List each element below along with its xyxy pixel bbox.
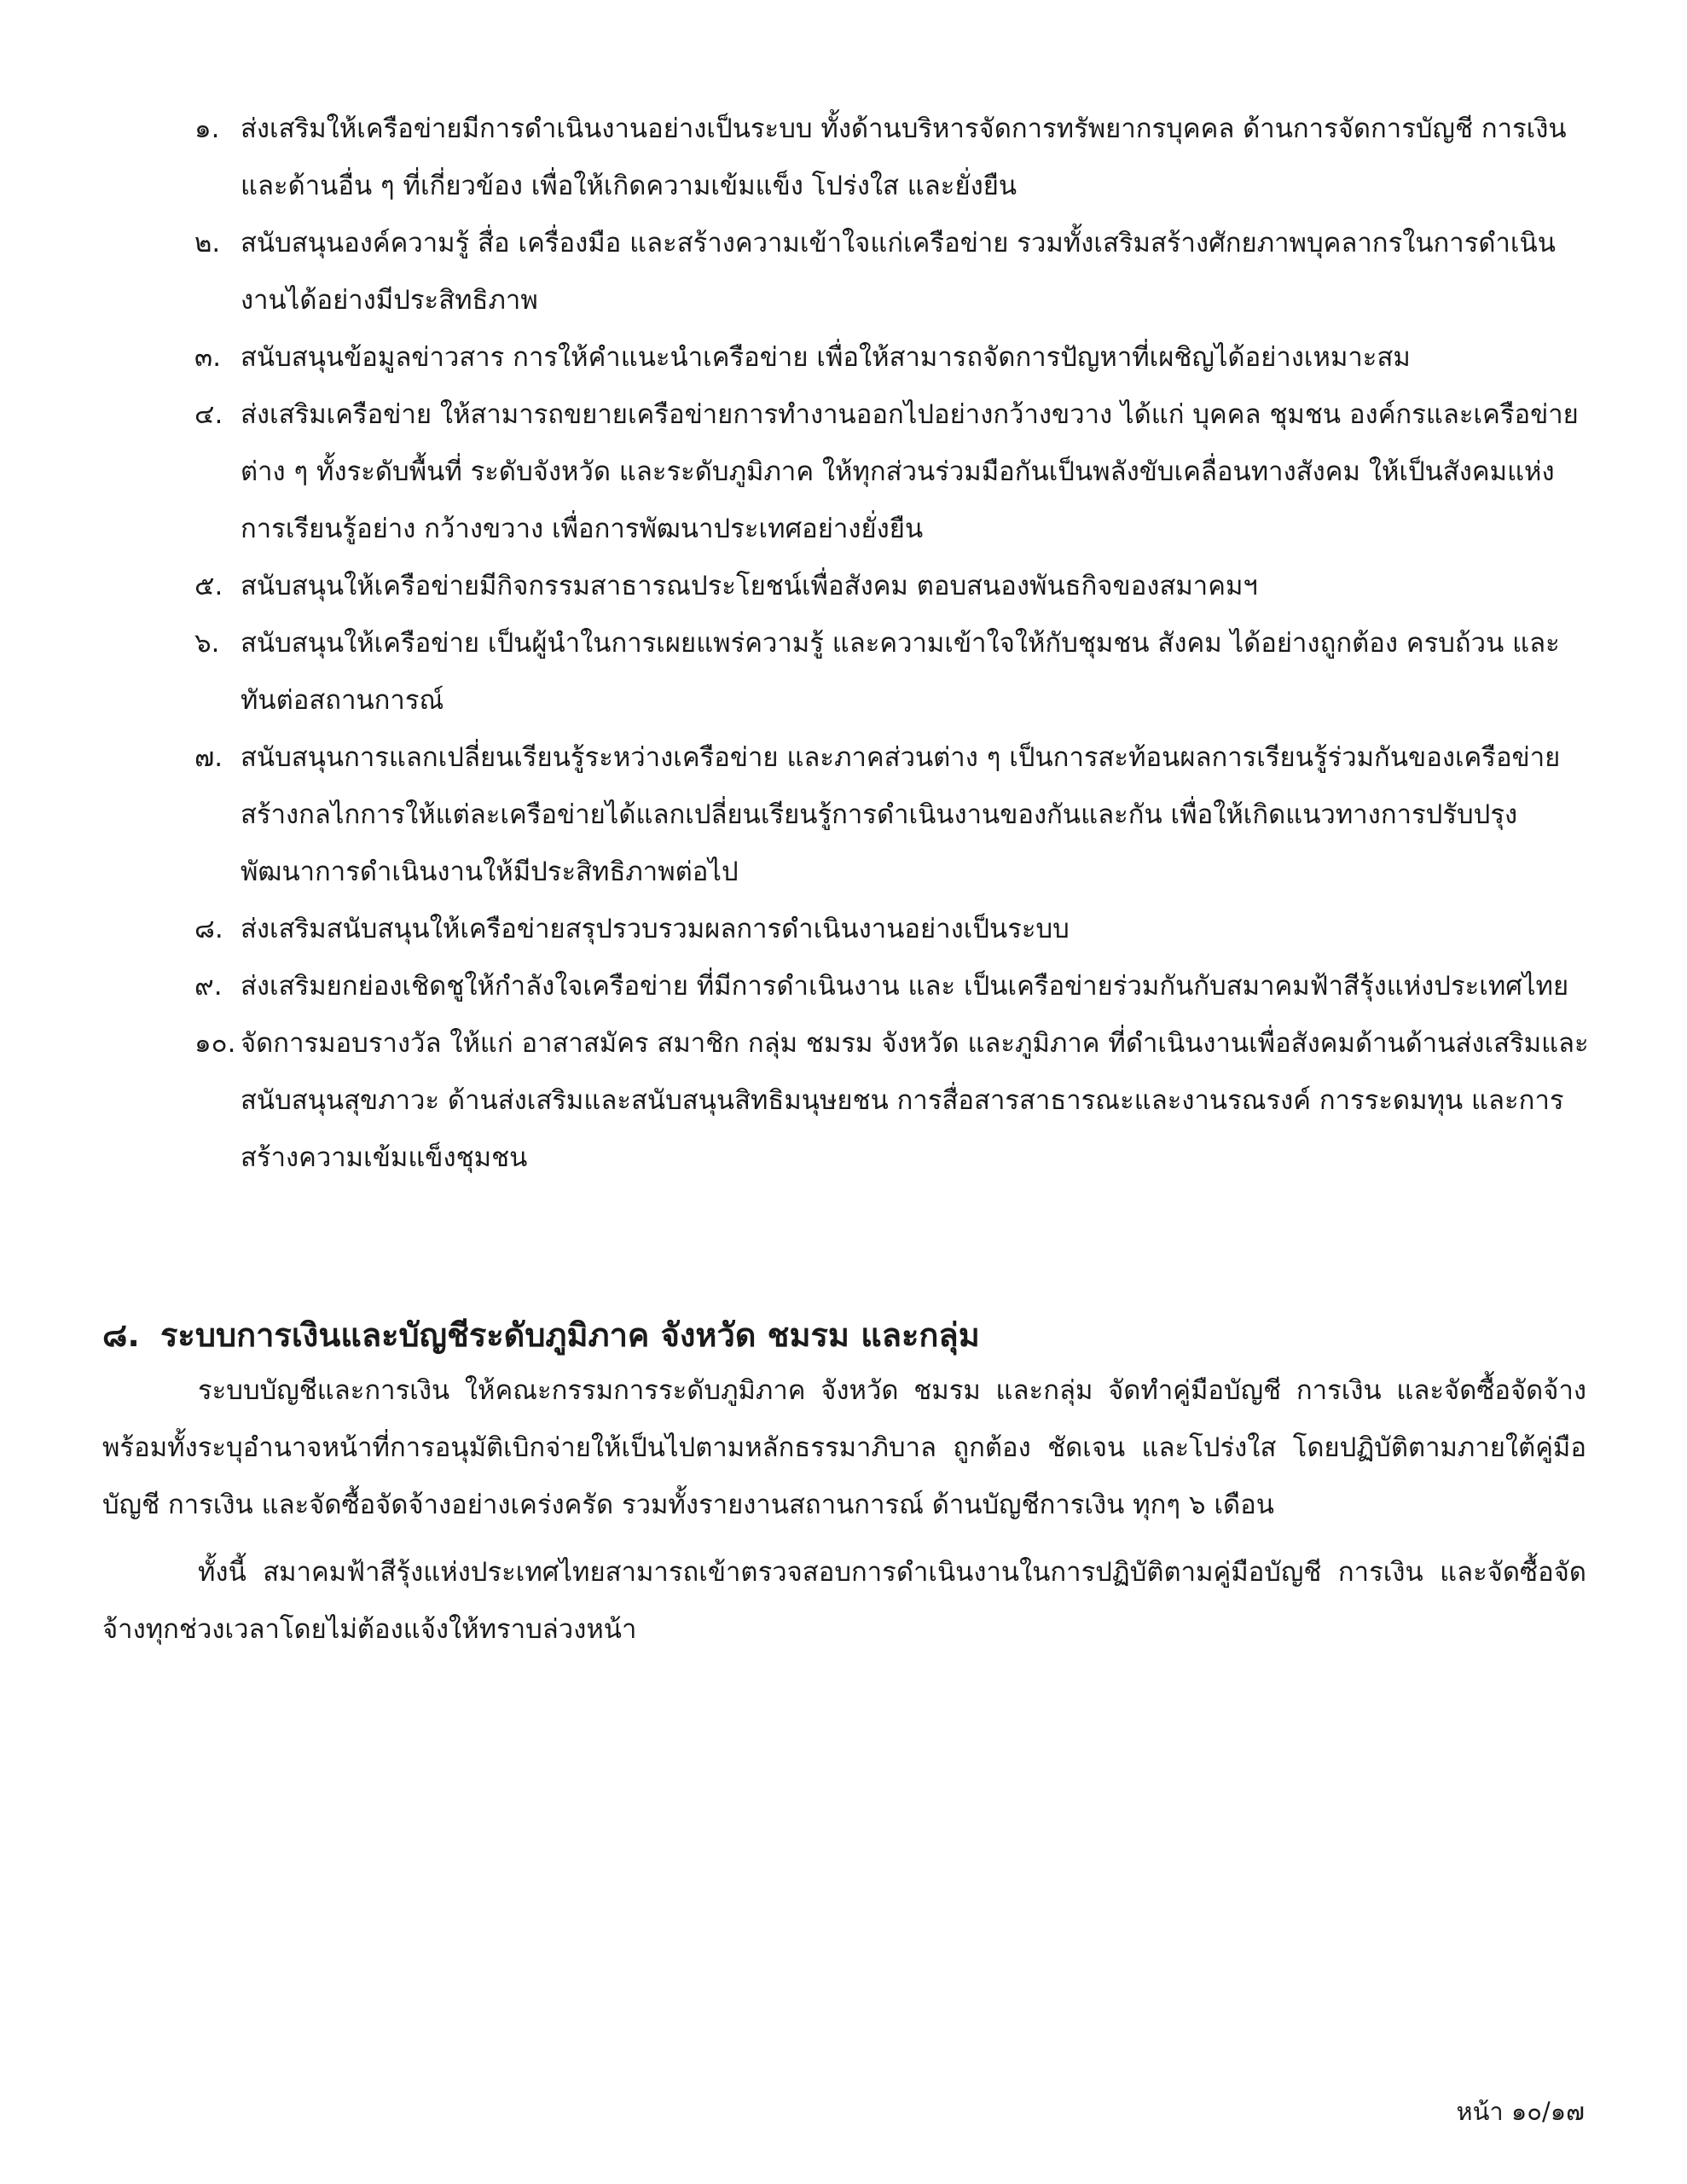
list-item bbox=[194, 386, 1593, 558]
list-item-text: สนับสนุนการแลกเปลี่ยนเรียนรู้ระหว่างเครือข่าย และภาคส่วนต่าง ๆ เป็นการสะท้อนผลการเรียนรู้ร่วมกันของเครือข่าย สร้างกลไกการให้แต่ละเครือข่ายได้แลกเปลี่ยนเรียนรู้การดำเนินงานของกันและกัน เพื่อให้เกิดแนวทางการปรับปรุงพัฒนาการดำเนินงานให้มีประสิทธิภาพต่อไป bbox=[241, 742, 1561, 887]
list-item bbox=[194, 558, 1593, 615]
list-item-number: ๑๐. bbox=[194, 1028, 236, 1059]
section-number: ๘. bbox=[102, 1316, 140, 1354]
list-item bbox=[194, 958, 1593, 1015]
section-paragraph-1: ระบบบัญชีและการเงิน ให้คณะกรรมการระดับภูมิภาค จังหวัด ชมรม และกลุ่ม จัดทำคู่มือบัญชี การเงิน และจัดซื้อจัดจ้าง พร้อมทั้งระบุอำนาจหน้าที่การอนุมัติเบิกจ่ายให้เป็นไปตามหลักธรรมาภิบาล ถูกต้อง ชัดเจน และโปร่งใส โดยปฏิบัติตามภายใต้คู่มือบัญชี การเงิน และจัดซื้อจัดจ้างอย่างเคร่งครัด รวมทั้งรายงานสถานการณ์ ด้านบัญชีการเงิน ทุกๆ ๖ เดือน bbox=[102, 1375, 1586, 1520]
list-item bbox=[194, 101, 1593, 215]
list-item bbox=[194, 615, 1593, 729]
list-item bbox=[194, 1015, 1593, 1187]
list-item-text: ส่งเสริมยกย่องเชิดชูให้กำลังใจเครือข่าย ที่มีการดำเนินงาน และ เป็นเครือข่ายร่วมกันกับสมาคมฟ้าสีรุ้งแห่งประเทศไทย bbox=[241, 971, 1569, 1002]
support-list bbox=[194, 101, 1593, 1187]
list-item-text: จัดการมอบรางวัล ให้แก่ อาสาสมัคร สมาชิก กลุ่ม ชมรม จังหวัด และภูมิภาค ที่ดำเนินงานเพื่อสังคมด้านด้านส่งเสริมและสนับสนุนสุขภาวะ ด้านส่งเสริมและสนับสนุนสิทธิมนุษยชน การสื่อสารสาธารณะและงานรณรงค์ การระดมทุน และการสร้างความเข้มแข็งชุมชน bbox=[241, 1028, 1589, 1173]
page-number: หน้า ๑๐/๑๗ bbox=[1456, 2097, 1585, 2126]
list-item-number: ๕. bbox=[194, 571, 223, 601]
section-paragraph-2: ทั้งนี้ สมาคมฟ้าสีรุ้งแห่งประเทศไทยสามารถเข้าตรวจสอบการดำเนินงานในการปฏิบัติตามคู่มือบัญชี การเงิน และจัดซื้อจัดจ้างทุกช่วงเวลาโดยไม่ต้องแจ้งให้ทราบล่วงหน้า bbox=[102, 1557, 1586, 1645]
list-item bbox=[194, 901, 1593, 958]
list-item-number: ๑. bbox=[194, 113, 220, 144]
list-item bbox=[194, 329, 1593, 386]
list-item bbox=[194, 215, 1593, 329]
list-item-text: สนับสนุนให้เครือข่ายมีกิจกรรมสาธารณประโยชน์เพื่อสังคม ตอบสนองพันธกิจของสมาคมฯ bbox=[241, 571, 1258, 601]
list-item-number: ๓. bbox=[194, 342, 222, 373]
list-item-text: สนับสนุนองค์ความรู้ สื่อ เครื่องมือ และสร้างความเข้าใจแก่เครือข่าย รวมทั้งเสริมสร้างศักยภาพบุคลากรในการดำเนินงานได้อย่างมีประสิทธิภาพ bbox=[241, 228, 1556, 316]
list-item-text: ส่งเสริมเครือข่าย ให้สามารถขยายเครือข่ายการทำงานออกไปอย่างกว้างขวาง ได้แก่ บุคคล ชุมชน องค์กรและเครือข่ายต่าง ๆ ทั้งระดับพื้นที่ ระดับจังหวัด และระดับภูมิภาค ให้ทุกส่วนร่วมมือกันเป็นพลังขับเคลื่อนทางสังคม ให้เป็นสังคมแห่งการเรียนรู้อย่าง กว้างขวาง เพื่อการพัฒนาประเทศอย่างยั่งยืน bbox=[241, 399, 1579, 544]
list-item-text: สนับสนุนให้เครือข่าย เป็นผู้นำในการเผยแพร่ความรู้ และความเข้าใจให้กับชุมชน สังคม ได้อย่างถูกต้อง ครบถ้วน และทันต่อสถานการณ์ bbox=[241, 628, 1560, 716]
list-item bbox=[194, 729, 1593, 901]
section-heading bbox=[102, 1310, 980, 1361]
list-item-text: ส่งเสริมสนับสนุนให้เครือข่ายสรุปรวบรวมผลการดำเนินงานอย่างเป็นระบบ bbox=[241, 914, 1070, 944]
section-title: ระบบการเงินและบัญชีระดับภูมิภาค จังหวัด ชมรม และกลุ่ม bbox=[160, 1316, 980, 1354]
list-item-number: ๙. bbox=[194, 971, 223, 1002]
list-item-text: สนับสนุนข้อมูลข่าวสาร การให้คำแนะนำเครือข่าย เพื่อให้สามารถจัดการปัญหาที่เผชิญได้อย่างเหมาะสม bbox=[241, 342, 1411, 373]
list-item-number: ๗. bbox=[194, 742, 223, 773]
list-item-number: ๔. bbox=[194, 399, 223, 430]
list-item-number: ๖. bbox=[194, 628, 220, 659]
list-item-number: ๒. bbox=[194, 228, 221, 258]
list-item-text: ส่งเสริมให้เครือข่ายมีการดำเนินงานอย่างเป็นระบบ ทั้งด้านบริหารจัดการทรัพยากรบุคคล ด้านการจัดการบัญชี การเงิน และด้านอื่น ๆ ที่เกี่ยวข้อง เพื่อให้เกิดความเข้มแข็ง โปร่งใส และยั่งยืน bbox=[241, 113, 1567, 201]
list-item-number: ๘. bbox=[194, 914, 223, 944]
